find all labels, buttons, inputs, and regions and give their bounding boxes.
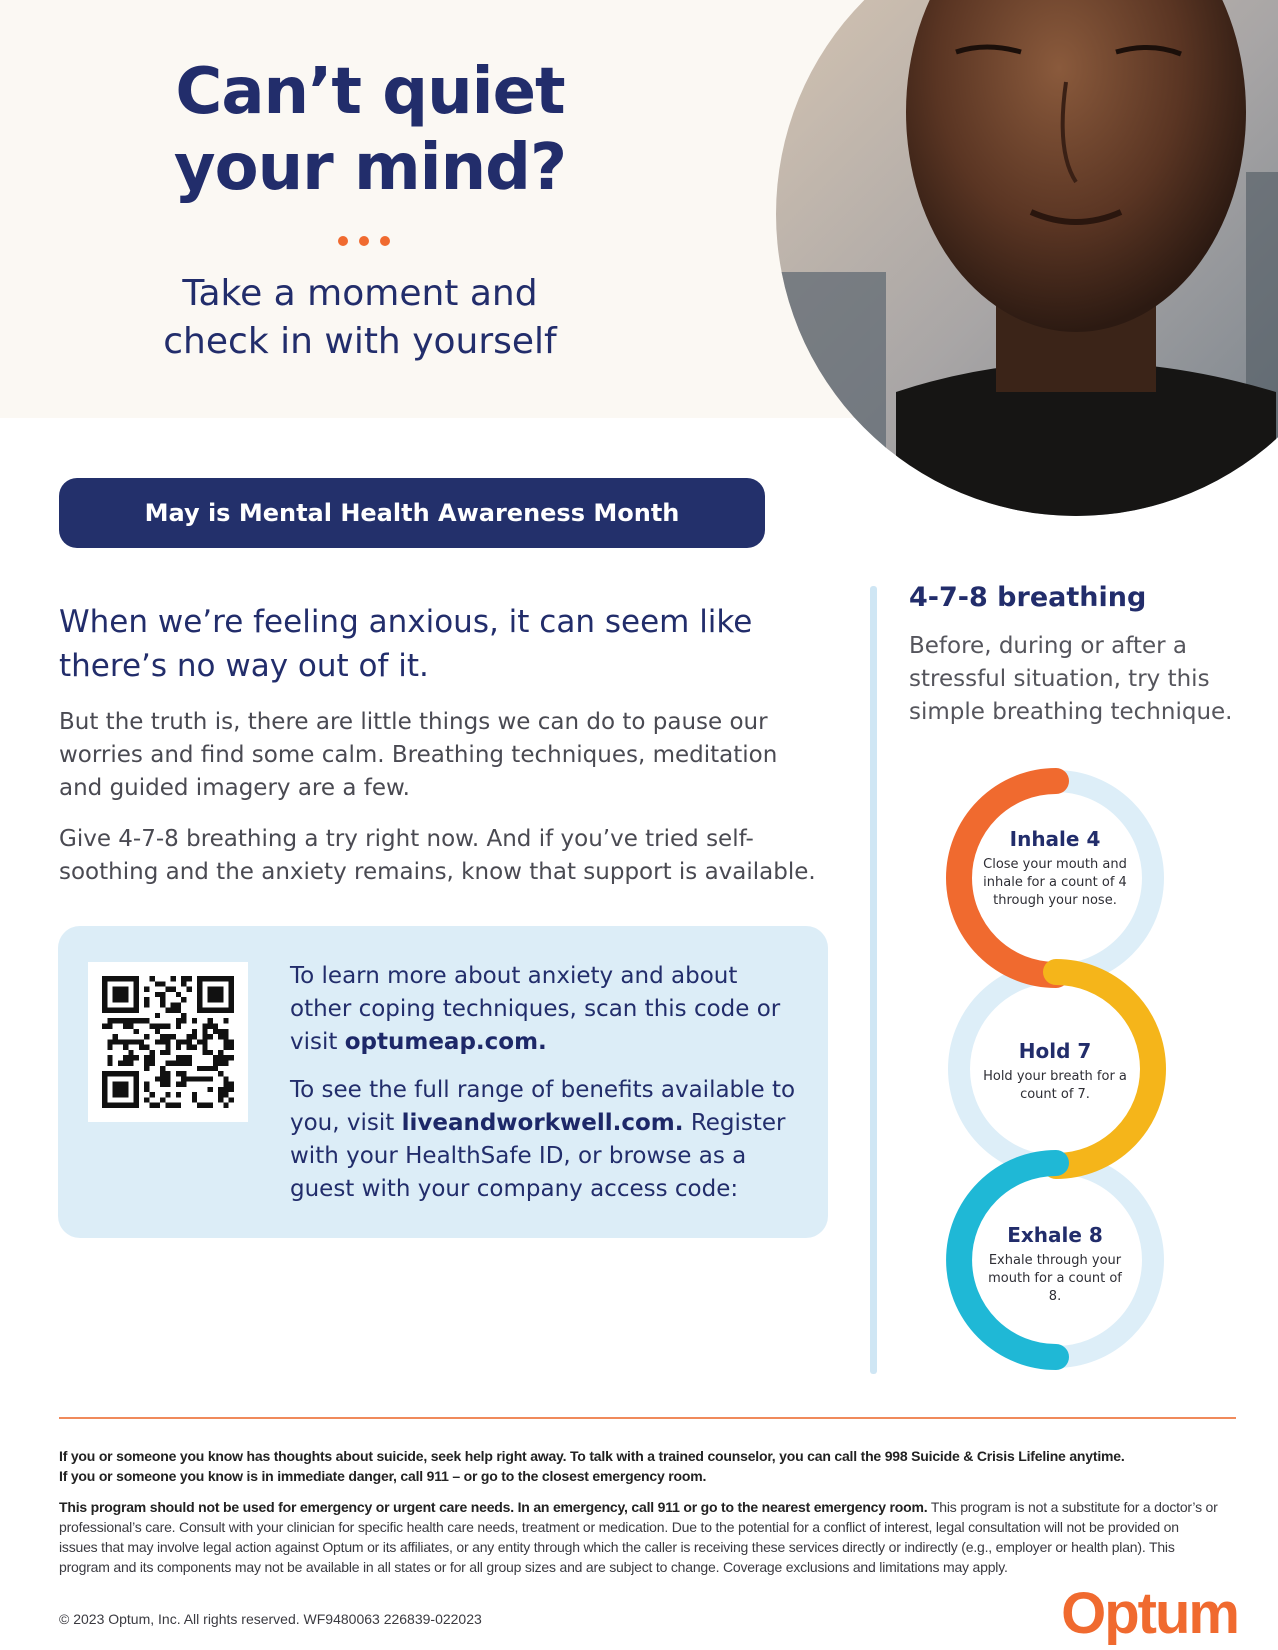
resources-text-2a: To see the full range of benefits available to you, visit — [290, 1077, 796, 1136]
headline — [60, 54, 680, 206]
headline-line1: Can’t quiet — [175, 55, 565, 129]
step-title: Exhale 8 — [1007, 1223, 1103, 1247]
resources-paragraph-1 — [290, 960, 800, 1059]
step-title: Inhale 4 — [1009, 827, 1101, 851]
hero-photo — [776, 0, 1278, 516]
ellipsis-dots — [338, 236, 390, 248]
dot — [380, 236, 390, 246]
step-exhale — [980, 1222, 1130, 1306]
resources-paragraph-2 — [290, 1074, 800, 1206]
step-text: Exhale through your mouth for a count of 8. — [988, 1253, 1122, 1304]
crisis-line-2: If you or someone you know is in immediate danger, call 911 – or go to the closest emergency room. — [59, 1468, 707, 1484]
step-text: Close your mouth and inhale for a count of 4 through your nose. — [983, 857, 1127, 908]
copyright: © 2023 Optum, Inc. All rights reserved. WF9480063 226839-022023 — [59, 1611, 482, 1627]
headline-line2: your mind? — [173, 131, 567, 205]
optumeap-link[interactable]: optumeap.com. — [344, 1029, 547, 1055]
qr-code-icon[interactable] — [88, 962, 248, 1122]
breathing-description: Before, during or after a stressful situation, try this simple breathing technique. — [909, 633, 1233, 725]
step-hold — [980, 1038, 1130, 1104]
step-text: Hold your breath for a count of 7. — [983, 1069, 1127, 1102]
body-paragraph-2: Give 4-7-8 breathing a try right now. And if you’ve tried self-soothing and the anxiety remains, know that support is available. — [59, 826, 816, 885]
subhead — [60, 270, 660, 366]
footer-divider — [59, 1417, 1236, 1419]
sidebar-divider — [870, 586, 877, 1374]
resources-box — [58, 926, 828, 1238]
step-inhale — [980, 826, 1130, 910]
crisis-line-1: If you or someone you know has thoughts about suicide, seek help right away. To talk with a trained counselor, you can call the 998 Suicide & Crisis Lifeline anytime. — [59, 1448, 1125, 1464]
breathing-title: 4-7-8 breathing — [909, 582, 1147, 613]
resources-text — [290, 960, 800, 1206]
resources-text-2b: Register with your HealthSafe ID, or browse as a guest with your company access code: — [290, 1110, 786, 1202]
lead-text: When we’re feeling anxious, it can seem like there’s no way out of it. — [59, 604, 753, 684]
disclaimer — [59, 1497, 1219, 1577]
step-title: Hold 7 — [1018, 1039, 1092, 1063]
awareness-banner: May is Mental Health Awareness Month — [59, 478, 765, 548]
resources-text-1: To learn more about anxiety and about other coping techniques, scan this code or visit — [290, 963, 781, 1055]
dot — [359, 236, 369, 246]
crisis-notice — [59, 1446, 1209, 1486]
disclaimer-bold: This program should not be used for emergency or urgent care needs. In an emergency, call 911 or go to the nearest emergency room. — [59, 1499, 928, 1515]
dot — [338, 236, 348, 246]
optum-logo: Optum — [1061, 1581, 1238, 1646]
subhead-line2: check in with yourself — [163, 321, 557, 362]
subhead-line1: Take a moment and — [182, 273, 538, 314]
body-paragraph-1: But the truth is, there are little things we can do to pause our worries and find some calm. Breathing techniques, meditation and guided imagery are a few. — [59, 709, 778, 801]
disclaimer-text: This program is not a substitute for a doctor’s or professional’s care. Consult with your clinician for specific health care needs, treatment or medication. Due to the potential for a conflict of interest, legal consultation will not be provided on issues that may involve legal action against Optum or its affiliates, or any entity through which the caller is receiving these services directly or indirectly (e.g., employer or health plan). This program and its components may not be available in all states or for all group sizes and are subject to change. Coverage exclusions and limitations may apply. — [59, 1499, 1218, 1575]
liveandworkwell-link[interactable]: liveandworkwell.com. — [401, 1110, 684, 1136]
